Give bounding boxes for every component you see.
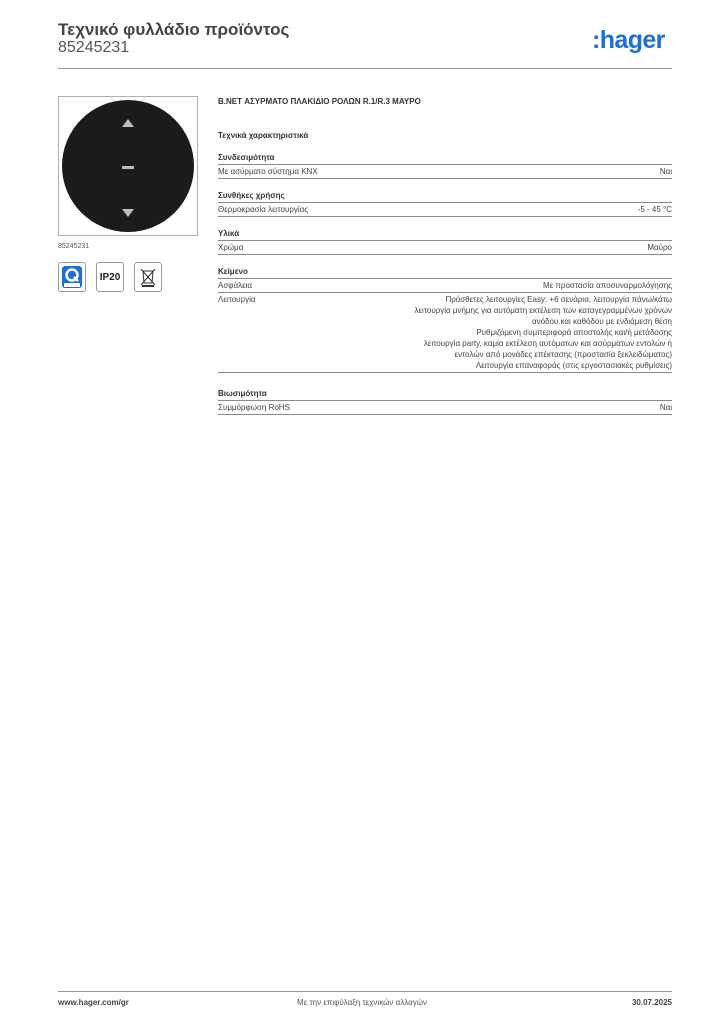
spec-row <box>218 165 672 179</box>
brand-logo: :hager <box>592 26 665 54</box>
product-name: B.NET ΑΣΥΡΜΑΤΟ ΠΛΑΚΙΔΙΟ ΡΟΛΩΝ R.1/R.3 ΜΑΥΡΟ <box>218 97 421 106</box>
ip-rating-label: IP20 <box>99 271 121 283</box>
footer-divider <box>58 991 672 992</box>
spec-row <box>218 241 672 255</box>
spec-group-heading: Υλικά <box>218 228 672 241</box>
ip-rating-badge <box>96 262 124 292</box>
spec-label: Χρώμα <box>218 243 244 252</box>
spec-value: Ναι <box>659 167 672 176</box>
spec-label: Θερμοκρασία λειτουργίας <box>218 205 309 214</box>
spec-value: -5 - 45 °C <box>637 205 672 214</box>
minus-icon <box>122 166 134 169</box>
spec-group-connectivity <box>218 152 672 179</box>
spec-label: Λειτουργία <box>218 295 256 304</box>
spec-label: Συμμόρφωση RoHS <box>218 403 290 412</box>
spec-value-line: εντολών από μονάδες επέκτασης (προστασία ξεκλειδώματος) <box>454 350 672 359</box>
specifications-panel <box>218 96 672 415</box>
spec-value-line: Λειτουργία επαναφοράς (στις εργοστασιακές ρυθμίσεις) <box>475 361 672 370</box>
product-code-heading: 85245231 <box>58 39 130 56</box>
technical-characteristics-heading: Τεχνικά χαρακτηριστικά <box>218 131 309 140</box>
spec-row <box>218 293 672 373</box>
footer-disclaimer: Με την επιφύλαξη τεχνικών αλλαγών <box>297 998 427 1007</box>
spec-group-conditions <box>218 190 672 217</box>
product-knob-illustration <box>59 97 197 235</box>
recycling-bin-icon <box>134 262 162 292</box>
quality-certificate-icon <box>58 262 86 292</box>
spec-group-text <box>218 266 672 373</box>
spec-row <box>218 401 672 415</box>
spec-value: Μαύρο <box>647 243 672 252</box>
spec-group-heading: Βιωσιμότητα <box>218 388 672 401</box>
spec-value-line: Πρόσθετες λειτουργίες Easy: +6 σενάρια, λειτουργία πάνω/κάτω <box>445 295 672 304</box>
product-image <box>58 96 198 236</box>
spec-value-line: Ρυθμιζόμενη συμπεριφορά αποστολής και/ή μετάδοσης <box>476 328 672 337</box>
spec-group-heading: Κείμενο <box>218 266 672 279</box>
spec-value-line: λειτουργία μνήμης για αυτόματη εκτέλεση των καταγεγραμμένων χρόνων <box>414 306 672 315</box>
spec-row <box>218 203 672 217</box>
header-divider <box>58 68 672 69</box>
spec-value-multiline <box>368 294 672 371</box>
spec-label: Ασφάλεια <box>218 281 253 290</box>
spec-label: Με ασύρματο σύστημα KNX <box>218 167 318 176</box>
spec-value-line: λειτουργία party, καμία εκτέλεση αυτόματων και ασύρματων εντολών ή <box>423 339 672 348</box>
footer-website-link[interactable]: www.hager.com/gr <box>58 998 129 1007</box>
spec-group-heading: Συνθήκες χρήσης <box>218 190 672 203</box>
spec-value: Ναι <box>659 403 672 412</box>
spec-group-heading: Συνδεσιμότητα <box>218 152 672 165</box>
product-image-code: 85245231 <box>58 243 90 250</box>
spec-group-materials <box>218 228 672 255</box>
spec-value-line: ανόδου και καθόδου με ενδιάμεση θέση <box>531 317 672 326</box>
footer-date: 30.07.2025 <box>631 998 672 1007</box>
spec-row <box>218 279 672 293</box>
page-title: Τεχνικό φυλλάδιο προϊόντος <box>58 20 290 39</box>
spec-group-sustainability <box>218 388 672 415</box>
spec-value: Με προστασία αποσυναρμολόγησης <box>542 281 672 290</box>
